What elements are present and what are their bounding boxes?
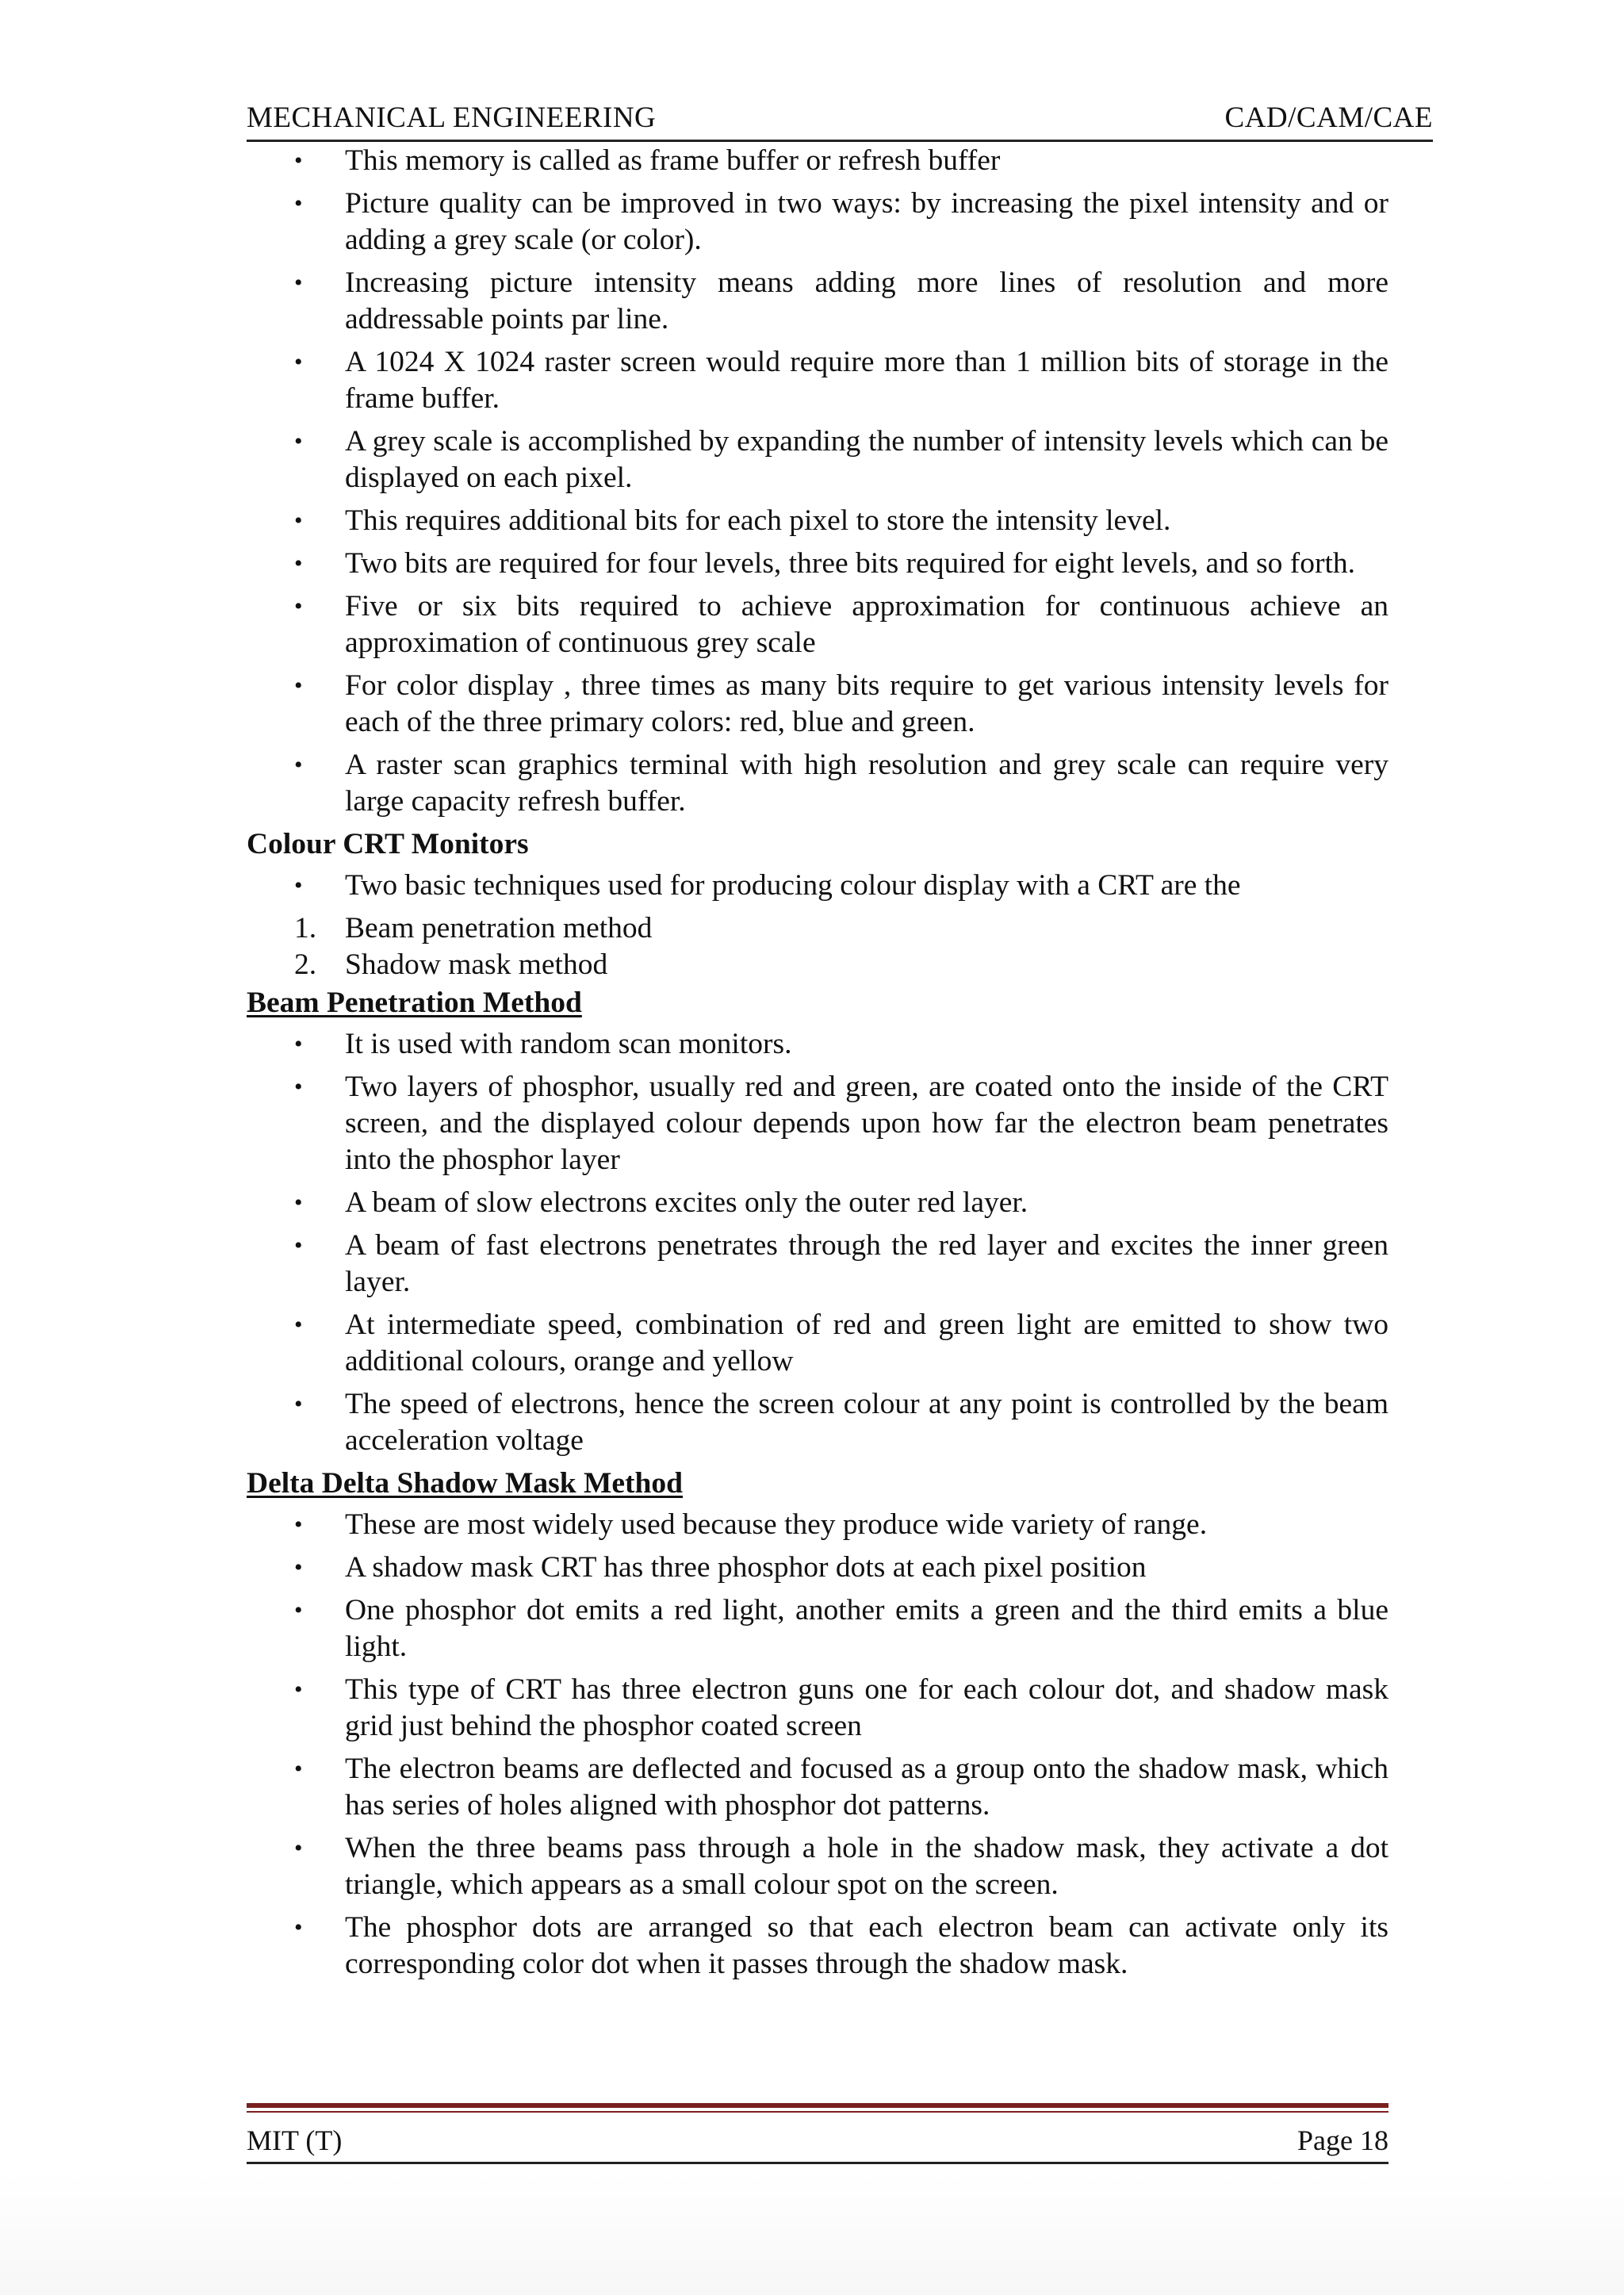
list-item-text: One phosphor dot emits a red light, another emits a green and the third emits a blue light. (345, 1594, 1388, 1663)
bullet-icon: • (294, 1554, 303, 1580)
page-content (247, 143, 1388, 1989)
list-item-text: Picture quality can be improved in two ways: by increasing the pixel intensity and or adding a grey scale (or color). (345, 187, 1388, 256)
bullet-icon: • (294, 148, 303, 174)
shadow-mask-heading: Delta Delta Shadow Mask Method (247, 1467, 683, 1500)
list-item-text: Increasing picture intensity means adding more lines of resolution and more addressable points par line. (345, 266, 1388, 335)
list-item (247, 1185, 1388, 1221)
list-item-text: A raster scan graphics terminal with high resolution and grey scale can require very large capacity refresh buffer. (345, 749, 1388, 818)
bullet-icon: • (294, 1597, 303, 1623)
list-item-text: The phosphor dots are arranged so that each electron beam can activate only its corresponding color dot when it passes through the shadow mask. (345, 1911, 1388, 1980)
list-item-text: It is used with random scan monitors. (345, 1028, 792, 1060)
list-item-text: Two bits are required for four levels, three bits required for eight levels, and so forth. (345, 547, 1356, 580)
beam-penetration-list (247, 1026, 1388, 1459)
bullet-icon: • (294, 349, 303, 375)
list-item (247, 868, 1388, 904)
bullet-icon: • (294, 550, 303, 577)
bullet-icon: • (294, 1676, 303, 1703)
item-number: 1. (294, 912, 317, 944)
list-item (247, 344, 1388, 417)
list-item (247, 265, 1388, 338)
numbered-item (247, 910, 1388, 947)
list-item (247, 1830, 1388, 1903)
list-item-text: A grey scale is accomplished by expanding the number of intensity levels which can be displayed on each pixel. (345, 425, 1388, 494)
list-item-text: The speed of electrons, hence the screen colour at any point is controlled by the beam acceleration voltage (345, 1388, 1388, 1457)
list-item (247, 1507, 1388, 1543)
list-item-text: These are most widely used because they produce wide variety of range. (345, 1508, 1208, 1541)
list-item-text: Five or six bits required to achieve approximation for continuous achieve an approximation of continuous grey scale (345, 590, 1388, 659)
list-item (247, 668, 1388, 741)
list-item (247, 1069, 1388, 1178)
list-item (247, 1672, 1388, 1745)
list-item-text: Two layers of phosphor, usually red and green, are coated onto the inside of the CRT screen, and the displayed colour depends upon how far the electron beam penetrates into the phosphor layer (345, 1071, 1388, 1176)
numbered-item-text: Beam penetration method (345, 912, 653, 944)
list-item-text: At intermediate speed, combination of red and green light are emitted to show two additional colours, orange and yellow (345, 1308, 1388, 1377)
colour-crt-list (247, 868, 1388, 904)
footer-rule-thin (247, 2111, 1388, 2113)
list-item (247, 588, 1388, 661)
list-item-text: This type of CRT has three electron guns one for each colour dot, and shadow mask grid just behind the phosphor coated screen (345, 1673, 1388, 1742)
header-course: CAD/CAM/CAE (1224, 102, 1433, 134)
bullet-icon: • (294, 508, 303, 534)
bullet-icon: • (294, 752, 303, 778)
colour-crt-heading: Colour CRT Monitors (247, 828, 529, 860)
list-item-text: A shadow mask CRT has three phosphor dots at each pixel position (345, 1551, 1147, 1584)
list-item (247, 1026, 1388, 1063)
bullet-icon: • (294, 1914, 303, 1941)
list-item (247, 747, 1388, 820)
footer-rule-thick (247, 2103, 1388, 2108)
list-item (247, 143, 1388, 179)
list-item (247, 1386, 1388, 1459)
bullet-icon: • (294, 1190, 303, 1216)
footer-institution: MIT (T) (247, 2125, 343, 2156)
list-item (247, 423, 1388, 496)
list-item (247, 1307, 1388, 1380)
bullet-icon: • (294, 1756, 303, 1782)
list-item-text: A beam of fast electrons penetrates through the red layer and excites the inner green layer. (345, 1229, 1388, 1298)
list-item-text: For color display , three times as many bits require to get various intensity levels for each of the three primary colors: red, blue and green. (345, 669, 1388, 738)
beam-penetration-heading: Beam Penetration Method (247, 987, 582, 1019)
bottom-shade (0, 2173, 1624, 2295)
list-item-text: When the three beams pass through a hole in the shadow mask, they activate a dot triangle, which appears as a small colour spot on the screen. (345, 1832, 1388, 1901)
list-item (247, 1550, 1388, 1586)
item-number: 2. (294, 948, 317, 981)
list-item-text: Two basic techniques used for producing colour display with a CRT are the (345, 869, 1241, 902)
list-item-text: A beam of slow electrons excites only the outer red layer. (345, 1186, 1028, 1219)
bullet-icon: • (294, 1511, 303, 1538)
list-item (247, 1592, 1388, 1665)
intro-bullet-list (247, 143, 1388, 820)
page-header (247, 95, 1433, 142)
list-item-text: The electron beams are deflected and focused as a group onto the shadow mask, which has series of holes aligned with phosphor dot patterns. (345, 1753, 1388, 1822)
numbered-item-text: Shadow mask method (345, 948, 608, 981)
list-item (247, 1910, 1388, 1983)
bullet-icon: • (294, 872, 303, 898)
list-item (247, 1751, 1388, 1824)
shadow-mask-list (247, 1507, 1388, 1983)
bullet-icon: • (294, 190, 303, 216)
list-item (247, 546, 1388, 582)
bullet-icon: • (294, 672, 303, 699)
bullet-icon: • (294, 428, 303, 454)
list-item (247, 186, 1388, 259)
numbered-item (247, 947, 1388, 983)
list-item-text: This memory is called as frame buffer or refresh buffer (345, 144, 1001, 177)
bullet-icon: • (294, 270, 303, 296)
bullet-icon: • (294, 1074, 303, 1100)
list-item (247, 1228, 1388, 1301)
list-item (247, 503, 1388, 539)
list-item-text: A 1024 X 1024 raster screen would require more than 1 million bits of storage in the frame buffer. (345, 346, 1388, 415)
bullet-icon: • (294, 1232, 303, 1259)
bullet-icon: • (294, 1312, 303, 1338)
header-department: MECHANICAL ENGINEERING (247, 102, 657, 134)
bullet-icon: • (294, 1835, 303, 1861)
bullet-icon: • (294, 593, 303, 619)
bullet-icon: • (294, 1031, 303, 1057)
bullet-icon: • (294, 1391, 303, 1417)
page-footer (247, 2116, 1388, 2164)
list-item-text: This requires additional bits for each pixel to store the intensity level. (345, 504, 1171, 537)
page-number: Page 18 (1297, 2125, 1388, 2156)
colour-crt-methods-list (247, 910, 1388, 983)
